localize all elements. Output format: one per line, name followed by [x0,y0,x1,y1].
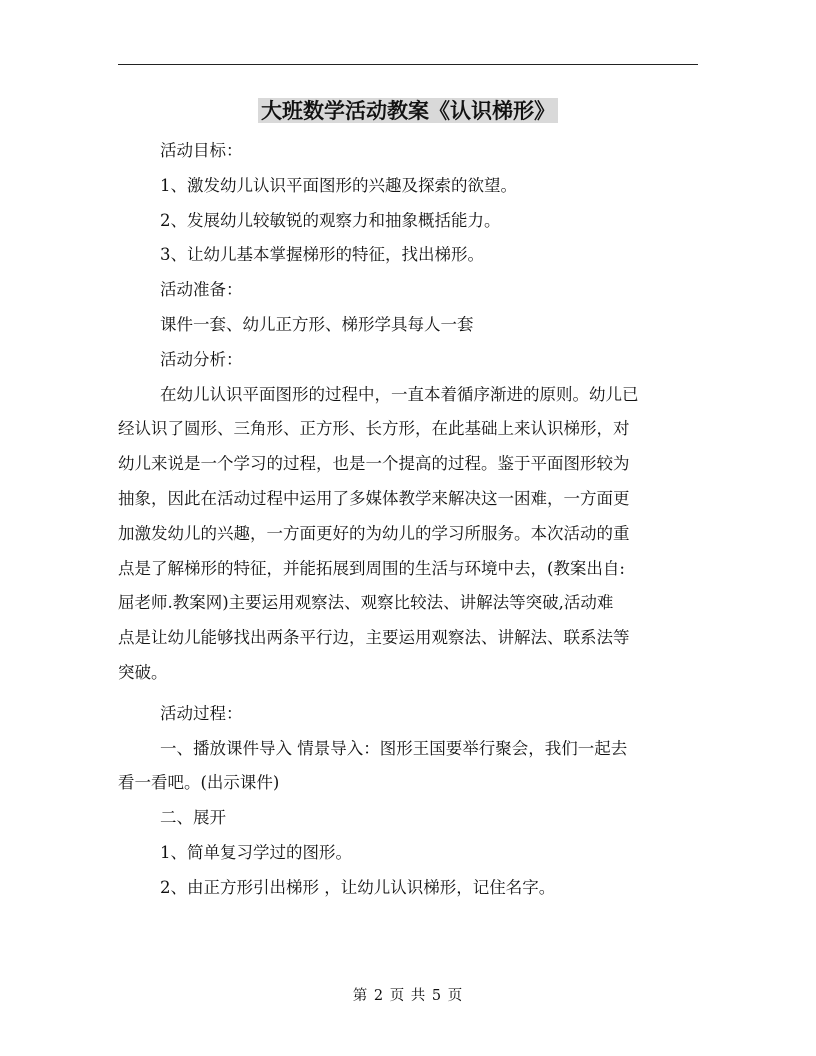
analysis-line: 点是了解梯形的特征，并能拓展到周围的生活与环境中去，(教案出自: [118,558,625,578]
analysis-heading: 活动分析： [160,349,243,369]
analysis-line: 屈老师.教案网)主要运用观察法、观察比较法、讲解法等突破,活动难 [118,593,614,613]
process-step1-line: 看一看吧。(出示课件) [118,773,280,793]
document-title-text: 大班数学活动教案《认识梯形》 [258,98,558,123]
prep-heading: 活动准备： [160,280,243,300]
process-sub-item: 1、简单复习学过的图形。 [160,842,352,862]
process-step1-line: 一、播放课件导入 情景导入：图形王国要举行聚会，我们一起去 [160,738,628,758]
goal-item: 2、发展幼儿较敏锐的观察力和抽象概括能力。 [160,210,501,230]
analysis-line: 经认识了圆形、三角形、正方形、长方形，在此基础上来认识梯形，对 [118,419,630,439]
page-number-label: 第 2 页 共 5 页 [352,988,464,1004]
goals-heading: 活动目标： [160,141,243,160]
analysis-line: 在幼儿认识平面图形的过程中，一直本着循序渐进的原则。幼儿已 [160,384,639,404]
goal-item: 3、让幼儿基本掌握梯形的特征，找出梯形。 [160,245,484,265]
process-heading: 活动过程： [160,703,243,723]
analysis-line: 幼儿来说是一个学习的过程，也是一个提高的过程。鉴于平面图形较为 [118,454,630,474]
process-sub-item: 2、由正方形引出梯形 ，让幼儿认识梯形，记住名字。 [160,877,556,897]
analysis-line: 抽象，因此在活动过程中运用了多媒体教学来解决这一困难，一方面更 [118,488,630,508]
analysis-line: 点是让幼儿能够找出两条平行边，主要运用观察法、讲解法、联系法等 [118,628,630,648]
document-body [118,134,700,906]
analysis-line: 突破。 [118,662,168,682]
prep-text: 课件一套、幼儿正方形、梯形学具每人一套 [160,314,474,334]
header-rule [118,64,698,65]
process-step2: 二、展开 [160,808,226,828]
document-title [0,96,816,126]
analysis-line: 加激发幼儿的兴趣，一方面更好的为幼儿的学习所服务。本次活动的重 [118,523,630,543]
goal-item: 1、激发幼儿认识平面图形的兴趣及探索的欲望。 [160,175,517,195]
page-footer [0,986,816,1006]
